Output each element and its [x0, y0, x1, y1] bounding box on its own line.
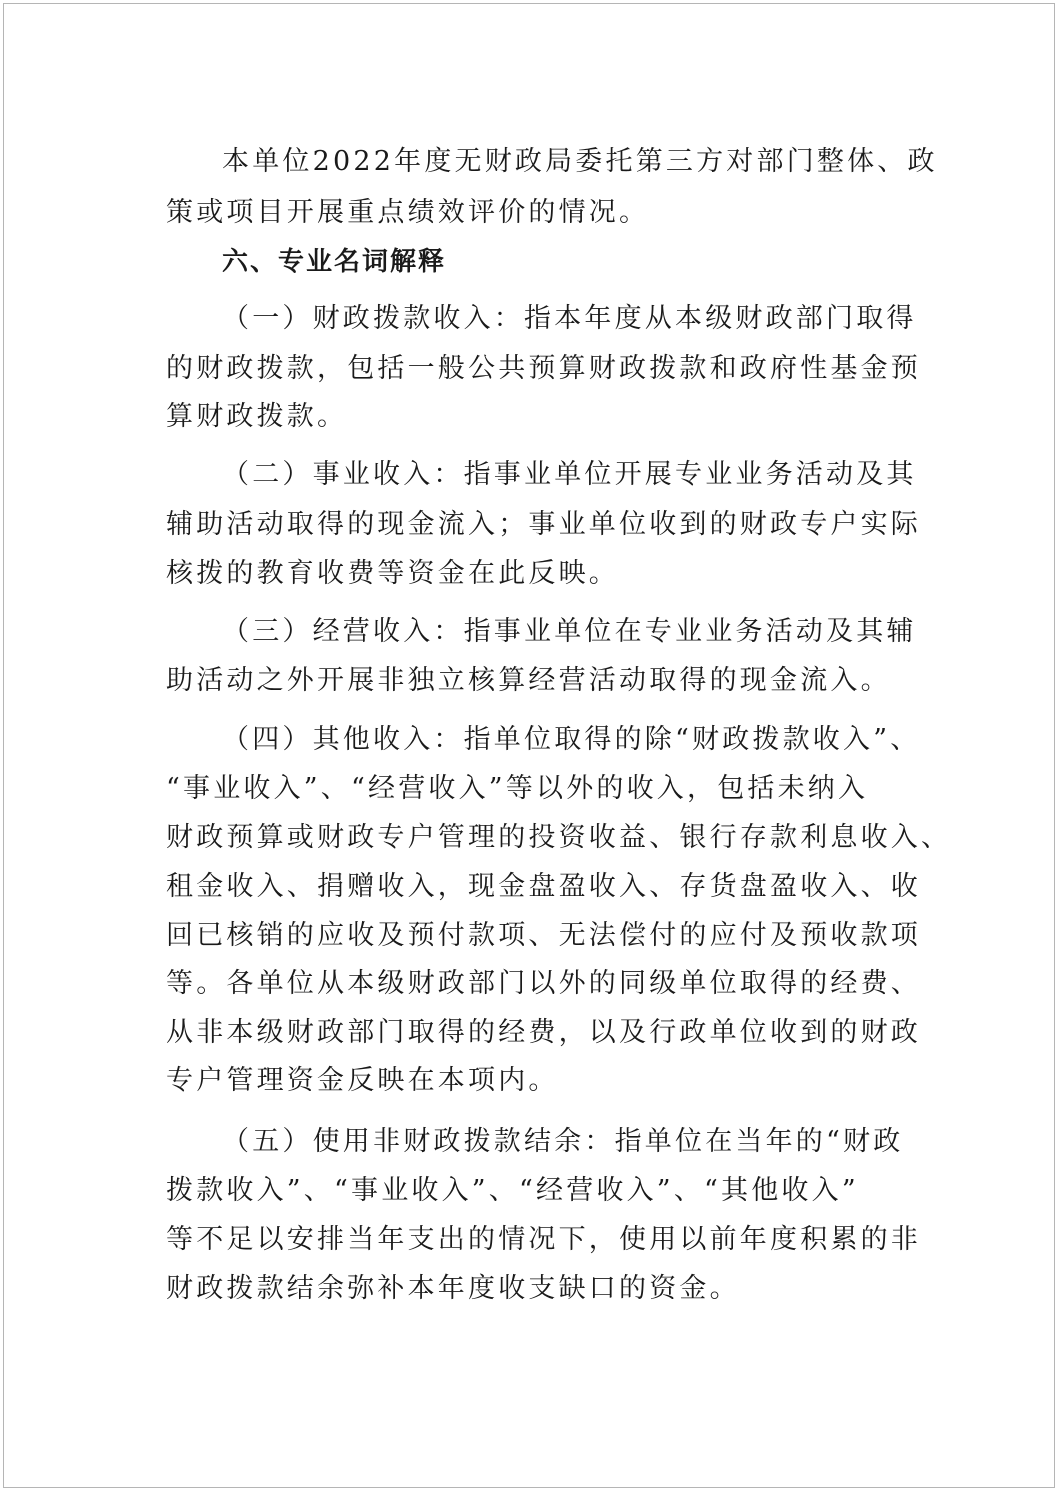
paragraph-line: 辅助活动取得的现金流入；事业单位收到的财政专户实际: [166, 509, 921, 540]
paragraph-line: 核拨的教育收费等资金在此反映。: [166, 558, 619, 589]
paragraph-line: 拨款收入”、“事业收入”、“经营收入”、“其他收入”: [166, 1175, 859, 1206]
paragraph-line: 专户管理资金反映在本项内。: [166, 1065, 559, 1096]
paragraph-line: 租金收入、捐赠收入，现金盘盈收入、存货盘盈收入、收: [166, 871, 921, 902]
paragraph-line: “事业收入”、“经营收入”等以外的收入，包括未纳入: [166, 773, 869, 804]
paragraph-line: （三）经营收入：指事业单位在专业业务活动及其辅: [222, 616, 917, 647]
section-heading: 六、专业名词解释: [222, 247, 447, 277]
paragraph-line: （一）财政拨款收入：指本年度从本级财政部门取得: [222, 303, 917, 334]
paragraph-line: 回已核销的应收及预付款项、无法偿付的应付及预收款项: [166, 920, 921, 951]
paragraph-line: （五）使用非财政拨款结余：指单位在当年的“财政: [222, 1126, 904, 1157]
paragraph-line: 等不足以安排当年支出的情况下，使用以前年度积累的非: [166, 1224, 921, 1255]
paragraph-line: 财政拨款结余弥补本年度收支缺口的资金。: [166, 1273, 740, 1304]
paragraph-line: 的财政拨款，包括一般公共预算财政拨款和政府性基金预: [166, 353, 921, 384]
paragraph-line: 本单位2022年度无财政局委托第三方对部门整体、政: [222, 146, 938, 177]
paragraph-line: 助活动之外开展非独立核算经营活动取得的现金流入。: [166, 665, 891, 696]
paragraph-line: 等。各单位从本级财政部门以外的同级单位取得的经费、: [166, 968, 921, 999]
paragraph-line: （二）事业收入：指事业单位开展专业业务活动及其: [222, 459, 917, 490]
paragraph-line: 策或项目开展重点绩效评价的情况。: [166, 197, 650, 228]
paragraph-line: 财政预算或财政专户管理的投资收益、银行存款利息收入、: [166, 822, 952, 853]
paragraph-line: （四）其他收入：指单位取得的除“财政拨款收入”、: [222, 724, 921, 755]
paragraph-line: 从非本级财政部门取得的经费，以及行政单位收到的财政: [166, 1017, 921, 1048]
paragraph-line: 算财政拨款。: [166, 401, 348, 432]
